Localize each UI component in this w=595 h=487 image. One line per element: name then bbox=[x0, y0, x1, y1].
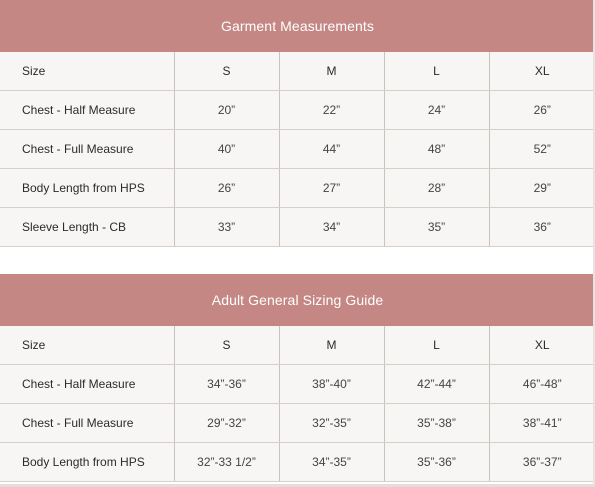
table-row bbox=[0, 365, 595, 404]
row-label: Chest - Full Measure bbox=[0, 130, 174, 169]
column-header: S bbox=[174, 52, 279, 91]
row-label: Sleeve Length - CB bbox=[0, 208, 174, 247]
garment-measurements-table bbox=[0, 52, 595, 247]
table-cell: 33” bbox=[174, 208, 279, 247]
table-cell: 34”-35” bbox=[279, 443, 384, 482]
table-cell: 42”-44” bbox=[384, 365, 489, 404]
table-cell: 48” bbox=[384, 130, 489, 169]
table-cell: 52” bbox=[489, 130, 595, 169]
column-header: L bbox=[384, 52, 489, 91]
table-cell: 29”-32” bbox=[174, 404, 279, 443]
table-cell: 20” bbox=[174, 91, 279, 130]
table-cell: 35”-36” bbox=[384, 443, 489, 482]
table-cell: 46”-48” bbox=[489, 365, 595, 404]
table-header-row bbox=[0, 326, 595, 365]
column-header: S bbox=[174, 326, 279, 365]
table-row bbox=[0, 404, 595, 443]
table-title: Adult General Sizing Guide bbox=[0, 274, 595, 326]
table-cell: 35” bbox=[384, 208, 489, 247]
table-header-row bbox=[0, 52, 595, 91]
table-title: Garment Measurements bbox=[0, 0, 595, 52]
table-cell: 28” bbox=[384, 169, 489, 208]
column-header: L bbox=[384, 326, 489, 365]
table-cell: 38”-41” bbox=[489, 404, 595, 443]
row-label: Chest - Half Measure bbox=[0, 91, 174, 130]
table-cell: 34” bbox=[279, 208, 384, 247]
table-cell: 44” bbox=[279, 130, 384, 169]
column-header: XL bbox=[489, 52, 595, 91]
adult-sizing-guide-section bbox=[0, 274, 595, 482]
row-label: Body Length from HPS bbox=[0, 443, 174, 482]
column-header: Size bbox=[0, 52, 174, 91]
table-cell: 38”-40” bbox=[279, 365, 384, 404]
table-cell: 36”-37” bbox=[489, 443, 595, 482]
table-row bbox=[0, 169, 595, 208]
table-cell: 32”-35” bbox=[279, 404, 384, 443]
table-cell: 40” bbox=[174, 130, 279, 169]
table-cell: 26” bbox=[489, 91, 595, 130]
table-cell: 32”-33 1/2” bbox=[174, 443, 279, 482]
table-cell: 36” bbox=[489, 208, 595, 247]
table-cell: 22” bbox=[279, 91, 384, 130]
table-cell: 24” bbox=[384, 91, 489, 130]
table-row bbox=[0, 91, 595, 130]
column-header: Size bbox=[0, 326, 174, 365]
row-label: Body Length from HPS bbox=[0, 169, 174, 208]
table-cell: 35”-38” bbox=[384, 404, 489, 443]
table-row bbox=[0, 443, 595, 482]
column-header: XL bbox=[489, 326, 595, 365]
column-header: M bbox=[279, 52, 384, 91]
row-label: Chest - Half Measure bbox=[0, 365, 174, 404]
table-cell: 29” bbox=[489, 169, 595, 208]
table-cell: 27” bbox=[279, 169, 384, 208]
row-label: Chest - Full Measure bbox=[0, 404, 174, 443]
table-cell: 34”-36” bbox=[174, 365, 279, 404]
adult-sizing-guide-table bbox=[0, 326, 595, 482]
table-row bbox=[0, 130, 595, 169]
table-row bbox=[0, 208, 595, 247]
column-header: M bbox=[279, 326, 384, 365]
table-cell: 26” bbox=[174, 169, 279, 208]
